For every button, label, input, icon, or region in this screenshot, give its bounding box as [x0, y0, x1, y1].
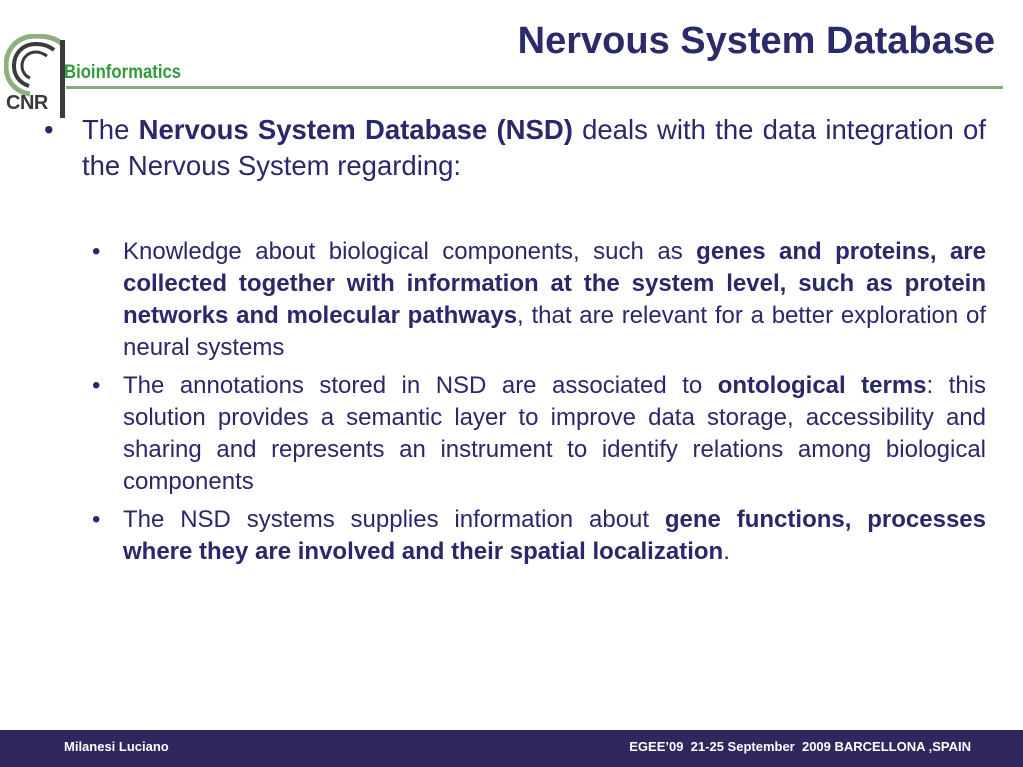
bullet-icon: • — [44, 114, 54, 145]
sub-bullet-pre: The annotations stored in NSD are associated to — [123, 372, 718, 399]
title-divider — [66, 86, 1003, 89]
bullet-icon: • — [92, 372, 101, 399]
intro-text-bold: Nervous System Database (NSD) — [138, 114, 573, 145]
bullet-icon: • — [92, 238, 101, 265]
sub-bullet-pre: Knowledge about biological components, such as — [123, 238, 697, 265]
sub-bullet-post: , that are relevant for a better exploration of neural systems — [123, 302, 986, 361]
sub-bullet-bold: gene functions, processes where they are involved and their spatial localization — [123, 506, 986, 565]
sub-bullet-bold: ontological terms — [717, 372, 927, 399]
page-title: Nervous System Database — [517, 20, 995, 62]
bullet-icon: • — [92, 506, 101, 533]
sub-bullet — [40, 504, 986, 568]
logo-brand-text: Bioinformatics — [64, 62, 182, 83]
sub-bullet-pre: The NSD systems supplies information about — [123, 506, 665, 533]
intro-text-post: deals with the data integration of the Nervous System regarding: — [82, 114, 986, 181]
slide-content — [40, 112, 986, 574]
footer-bar — [0, 730, 1023, 767]
footer-author: Milanesi Luciano — [64, 739, 169, 754]
sub-bullet-post: . — [723, 538, 730, 565]
intro-bullet — [40, 112, 986, 184]
intro-text-pre: The — [82, 114, 139, 145]
sub-bullet-bold: genes and proteins, are collected together with information at the system level, such as protein networks and molecular pathways — [123, 238, 986, 329]
sub-bullet — [40, 236, 986, 364]
sub-bullet — [40, 370, 986, 498]
logo-org-text: CNR — [6, 92, 48, 114]
sub-bullet-post: : this solution provides a semantic layer to improve data storage, accessibility and sharing and represents an instrument to identify relations among biological components — [123, 372, 986, 495]
footer-event: EGEE’09 21-25 September 2009 BARCELLONA ,SPAIN — [629, 739, 971, 754]
